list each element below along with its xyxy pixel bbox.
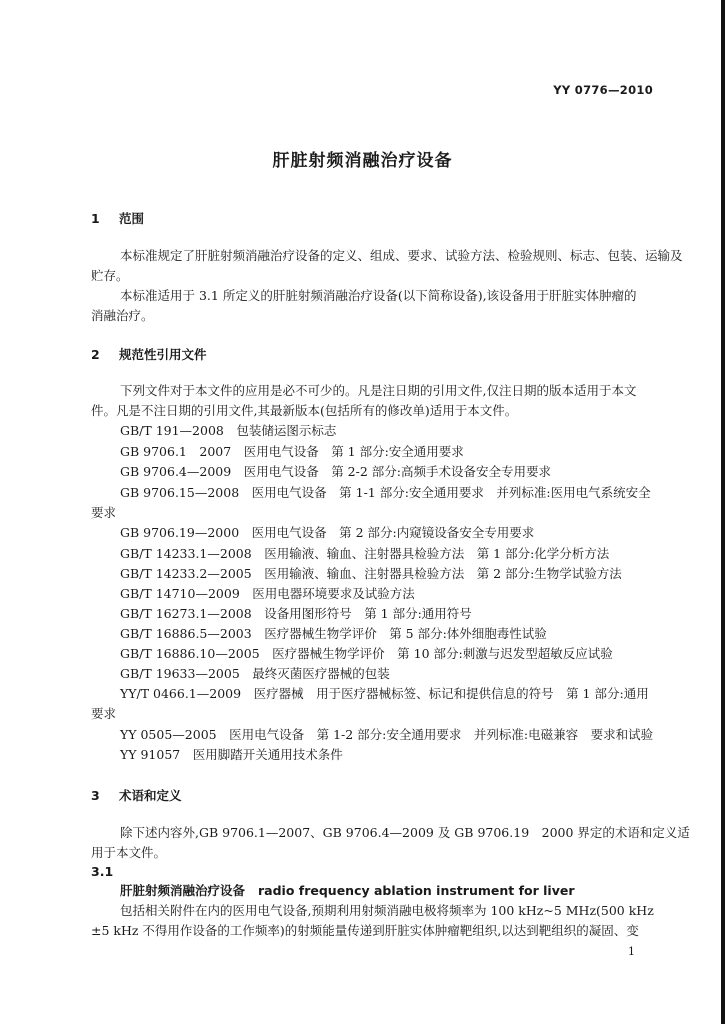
paragraph-line: ±5 kHz 不得用作设备的工作频率)的射频能量传递到肝脏实体肿瘤靶组织,以达到靶组织的凝固、变 [91,923,639,938]
section-3-heading [91,786,182,804]
paragraph-line: 下列文件对于本文件的应用是必不可少的。凡是注日期的引用文件,仅注日期的版本适用于本文 [120,383,637,398]
term-chinese: 肝脏射频消融治疗设备 [120,883,246,898]
section-title: 术语和定义 [119,788,182,803]
reference-item: GB/T 14710—2009 医用电器环境要求及试验方法 [120,586,415,601]
paragraph-line: 除下述内容外,GB 9706.1—2007、GB 9706.4—2009 及 GB 9706.19 2000 界定的术语和定义适 [120,825,690,840]
reference-item-continuation: 要求 [91,505,117,520]
paragraph-line: 用于本文件。 [91,845,167,860]
reference-item: GB 9706.19—2000 医用电气设备 第 2 部分:内窥镜设备安全专用要求 [120,525,535,540]
section-title: 规范性引用文件 [119,347,207,362]
reference-item: YY 91057 医用脚踏开关通用技术条件 [120,747,343,762]
reference-item: GB 9706.1 2007 医用电气设备 第 1 部分:安全通用要求 [120,444,464,459]
reference-item: GB/T 14233.2—2005 医用输液、输血、注射器具检验方法 第 2 部分:生物学试验方法 [120,566,622,581]
reference-item: GB/T 14233.1—2008 医用输液、输血、注射器具检验方法 第 1 部分:化学分析方法 [120,546,610,561]
reference-item: YY 0505—2005 医用电气设备 第 1-2 部分:安全通用要求 并列标准:电磁兼容 要求和试验 [120,727,654,742]
section-number: 2 [91,347,100,362]
section-2-heading [91,345,207,363]
reference-item: GB 9706.15—2008 医用电气设备 第 1-1 部分:安全通用要求 并列标准:医用电气系统安全 [120,485,651,500]
reference-item: YY/T 0466.1—2009 医疗器械 用于医疗器械标签、标记和提供信息的符号 第 1 部分:通用 [120,686,649,701]
subsection-number: 3.1 [91,864,114,879]
term-english: radio frequency ablation instrument for liver [258,883,575,898]
reference-item: GB/T 19633—2005 最终灭菌医疗器械的包装 [120,666,390,681]
paragraph-line: 贮存。 [91,268,129,283]
section-title: 范围 [119,211,145,226]
section-number: 3 [91,788,100,803]
reference-item: GB/T 191—2008 包装储运图示标志 [120,423,337,438]
reference-item-continuation: 要求 [91,706,117,721]
reference-item: GB 9706.4—2009 医用电气设备 第 2-2 部分:高频手术设备安全专用要求 [120,464,551,479]
document-title: 肝脏射频消融治疗设备 [272,151,453,171]
paragraph-line: 本标准规定了肝脏射频消融治疗设备的定义、组成、要求、试验方法、检验规则、标志、包装、运输及 [120,248,683,263]
reference-item: GB/T 16886.5—2003 医疗器械生物学评价 第 5 部分:体外细胞毒性试验 [120,626,547,641]
paragraph-line: 包括相关附件在内的医用电气设备,预期利用射频消融电极将频率为 100 kHz~5 MHz(500 kHz [120,903,654,918]
page-number: 1 [628,945,635,958]
reference-item: GB/T 16886.10—2005 医疗器械生物学评价 第 10 部分:刺激与迟发型超敏反应试验 [120,646,613,661]
reference-item: GB/T 16273.1—2008 设备用图形符号 第 1 部分:通用符号 [120,606,472,621]
section-1-heading [91,209,144,227]
paragraph-line: 消融治疗。 [91,308,154,323]
section-number: 1 [91,211,100,226]
paragraph-line: 本标准适用于 3.1 所定义的肝脏射频消融治疗设备(以下简称设备),该设备用于肝脏实体肿瘤的 [120,288,637,303]
standard-number: YY 0776—2010 [553,83,653,97]
paragraph-line: 件。凡是不注日期的引用文件,其最新版本(包括所有的修改单)适用于本文件。 [91,403,518,418]
